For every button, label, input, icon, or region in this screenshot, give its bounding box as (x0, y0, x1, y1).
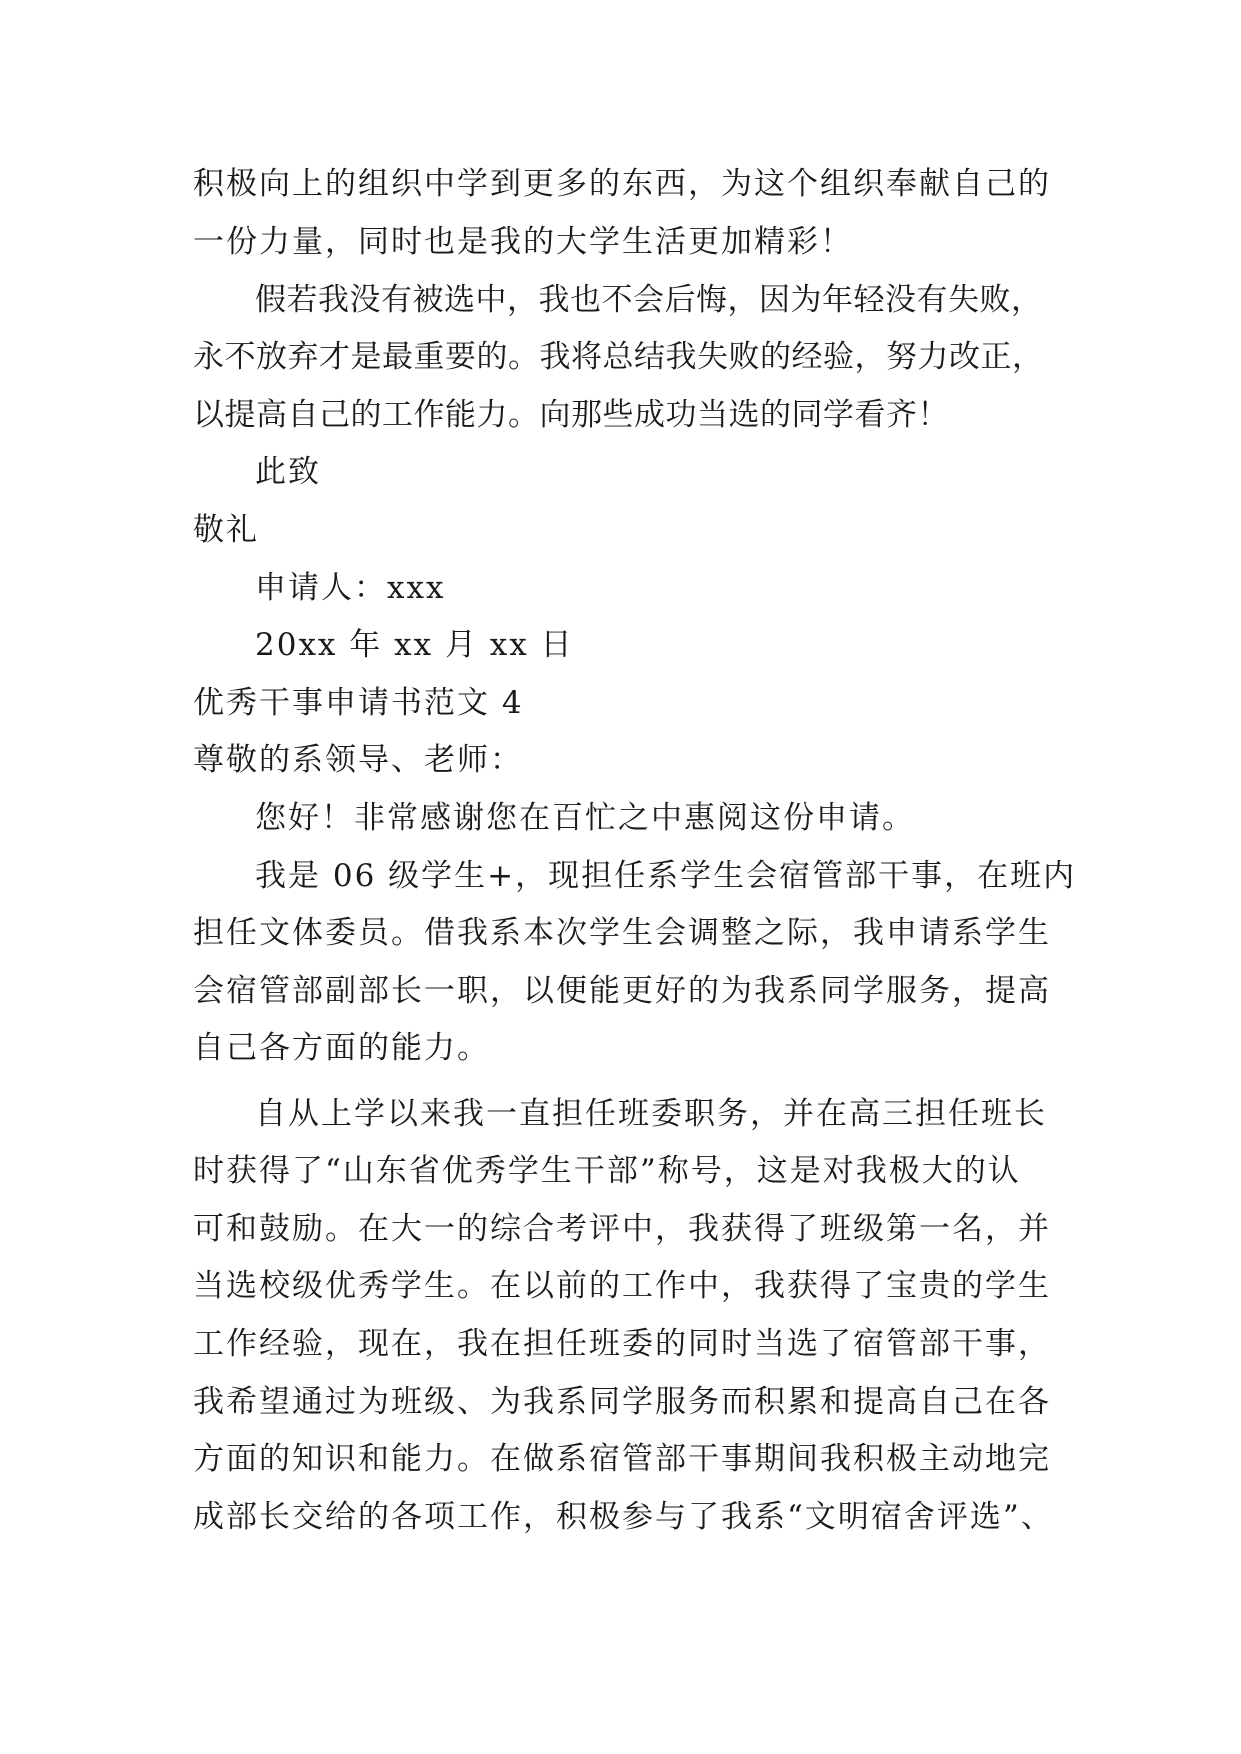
paragraph-start-line: 您好！非常感谢您在百忙之中惠阅这份申请。 (255, 800, 915, 836)
text-line: 担任文体委员。借我系本次学生会调整之际，我申请系学生 (193, 915, 1051, 951)
applicant-line: 申请人：xxx (255, 570, 446, 606)
text-line: 会宿管部副部长一职，以便能更好的为我系同学服务，提高 (193, 973, 1051, 1009)
section-title: 优秀干事申请书范文 4 (193, 685, 524, 721)
text-line: 当选校级优秀学生。在以前的工作中，我获得了宝贵的学生 (193, 1268, 1051, 1304)
text-line: 永不放弃才是最重要的。我将总结我失败的经验，努力改正， (193, 339, 1044, 375)
paragraph-start-line: 假若我没有被选中，我也不会后悔，因为年轻没有失败， (255, 282, 1043, 318)
text-line: 方面的知识和能力。在做系宿管部干事期间我积极主动地完 (193, 1441, 1051, 1477)
text-line: 时获得了“山东省优秀学生干部”称号，这是对我极大的认 (193, 1153, 1021, 1189)
date-line: 20xx 年 xx 月 xx 日 (255, 627, 574, 663)
greeting-line: 尊敬的系领导、老师： (193, 742, 523, 778)
text-line: 以提高自己的工作能力。向那些成功当选的同学看齐！ (193, 397, 949, 433)
text-line: 我希望通过为班级、为我系同学服务而积累和提高自己在各 (193, 1384, 1051, 1420)
text-line: 可和鼓励。在大一的综合考评中，我获得了班级第一名，并 (193, 1211, 1051, 1247)
closing-salutation: 此致 (255, 454, 321, 490)
text-line: 积极向上的组织中学到更多的东西，为这个组织奉献自己的 (193, 166, 1051, 202)
text-line: 成部长交给的各项工作，积极参与了我系“文明宿舍评选”、 (193, 1499, 1054, 1535)
closing-regards: 敬礼 (193, 512, 259, 548)
paragraph-start-line: 自从上学以来我一直担任班委职务，并在高三担任班长 (255, 1096, 1047, 1132)
paragraph-start-line: 我是 06 级学生+，现担任系学生会宿管部干事，在班内 (255, 858, 1077, 894)
text-line: 自己各方面的能力。 (193, 1030, 490, 1066)
text-line: 一份力量，同时也是我的大学生活更加精彩！ (193, 224, 853, 260)
text-line: 工作经验，现在，我在担任班委的同时当选了宿管部干事， (193, 1326, 1051, 1362)
